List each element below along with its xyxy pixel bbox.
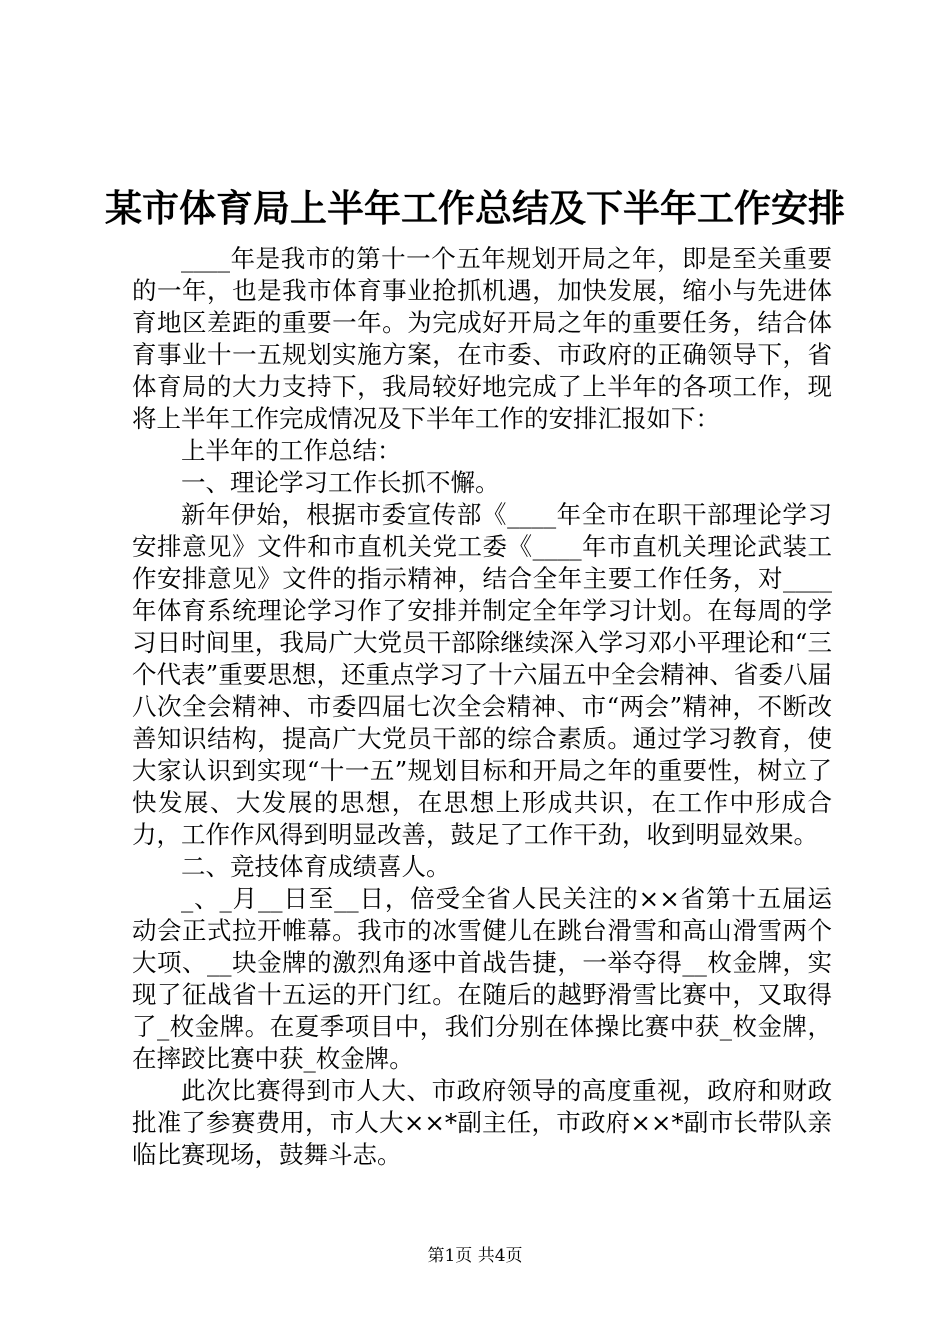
paragraph-intro: ____年是我市的第十一个五年规划开局之年，即是至关重要的一年，也是我市体育事业抢抓机遇，加快发展，缩小与先进体育地区差距的重要一年。为完成好开局之年的重要任务，结合体育事业十一五规划实施方案，在市委、市政府的正确领导下，省体育局的大力支持下，我局较好地完成了上半年的各项工作，现将上半年工作完成情况及下半年工作的安排汇报如下： [132, 244, 832, 433]
paragraph-provincial-games: _、_月__日至__日，倍受全省人民关注的××省第十五届运动会正式拉开帷幕。我市的冰雪健儿在跳台滑雪和高山滑雪两个大项、__块金牌的激烈角逐中首战告捷，一举夺得__枚金牌，实现了征战省十五运的开门红。在随后的越野滑雪比赛中，又取得了_枚金牌。在夏季项目中，我们分别在体操比赛中获_枚金牌，在摔跤比赛中获_枚金牌。 [132, 884, 832, 1073]
paragraph-summary-heading: 上半年的工作总结： [181, 436, 402, 465]
section-heading-theory-study: 一、理论学习工作长抓不懈。 [181, 468, 500, 497]
document-body [132, 243, 832, 1171]
page-number-footer: 第1页 共4页 [427, 1246, 523, 1266]
paragraph-leadership-support: 此次比赛得到市人大、市政府领导的高度重视，政府和财政批准了参赛费用，市人大××*副主任，市政府××*副市长带队亲临比赛现场，鼓舞斗志。 [132, 1076, 832, 1169]
section-heading-competitive-sports: 二、竞技体育成绩喜人。 [181, 852, 451, 881]
paragraph-theory-study: 新年伊始，根据市委宣传部《____年全市在职干部理论学习安排意见》文件和市直机关党工委《____年市直机关理论武装工作安排意见》文件的指示精神，结合全年主要工作任务，对____年体育系统理论学习作了安排并制定全年学习计划。在每周的学习日时间里，我局广大党员干部除继续深入学习邓小平理论和“三个代表”重要思想，还重点学习了十六届五中全会精神、省委八届八次全会精神、市委四届七次全会精神、市“两会”精神，不断改善知识结构，提高广大党员干部的综合素质。通过学习教育，使大家认识到实现“十一五”规划目标和开局之年的重要性，树立了快发展、大发展的思想，在思想上形成共识，在工作中形成合力，工作作风得到明显改善，鼓足了工作干劲，收到明显效果。 [132, 500, 832, 849]
document-title: 某市体育局上半年工作总结及下半年工作安排 [105, 186, 845, 230]
